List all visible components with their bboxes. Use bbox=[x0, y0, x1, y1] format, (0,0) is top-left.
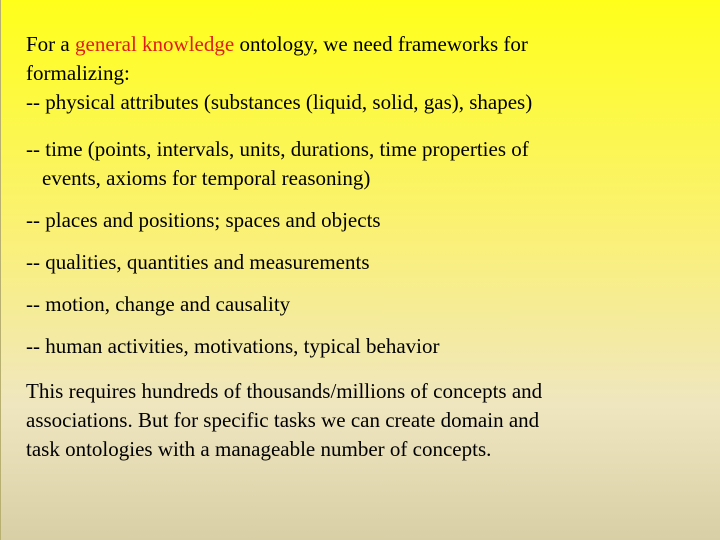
conclusion-line-3: task ontologies with a manageable number of concepts. bbox=[26, 437, 492, 461]
intro-line-2: formalizing: bbox=[26, 61, 130, 85]
intro-prefix: For a bbox=[26, 32, 75, 56]
bullet-places: -- places and positions; spaces and objects bbox=[26, 208, 381, 232]
bullet-time: -- time (points, intervals, units, durations, time properties of bbox=[26, 137, 529, 161]
bullet-human-activities: -- human activities, motivations, typical behavior bbox=[26, 334, 440, 358]
bullet-physical-attributes: -- physical attributes (substances (liquid, solid, gas), shapes) bbox=[26, 90, 533, 114]
conclusion-line-2: associations. But for specific tasks we can create domain and bbox=[26, 408, 540, 432]
intro-suffix: ontology, we need frameworks for bbox=[234, 32, 528, 56]
intro-highlight: general knowledge bbox=[75, 32, 235, 56]
intro-line-1 bbox=[26, 30, 696, 59]
slide-content bbox=[26, 30, 696, 464]
bullet-qualities: -- qualities, quantities and measurements bbox=[26, 250, 370, 274]
conclusion-line-1: This requires hundreds of thousands/millions of concepts and bbox=[26, 379, 543, 403]
bullet-motion: -- motion, change and causality bbox=[26, 292, 291, 316]
bullet-time-continued: events, axioms for temporal reasoning) bbox=[42, 166, 371, 190]
